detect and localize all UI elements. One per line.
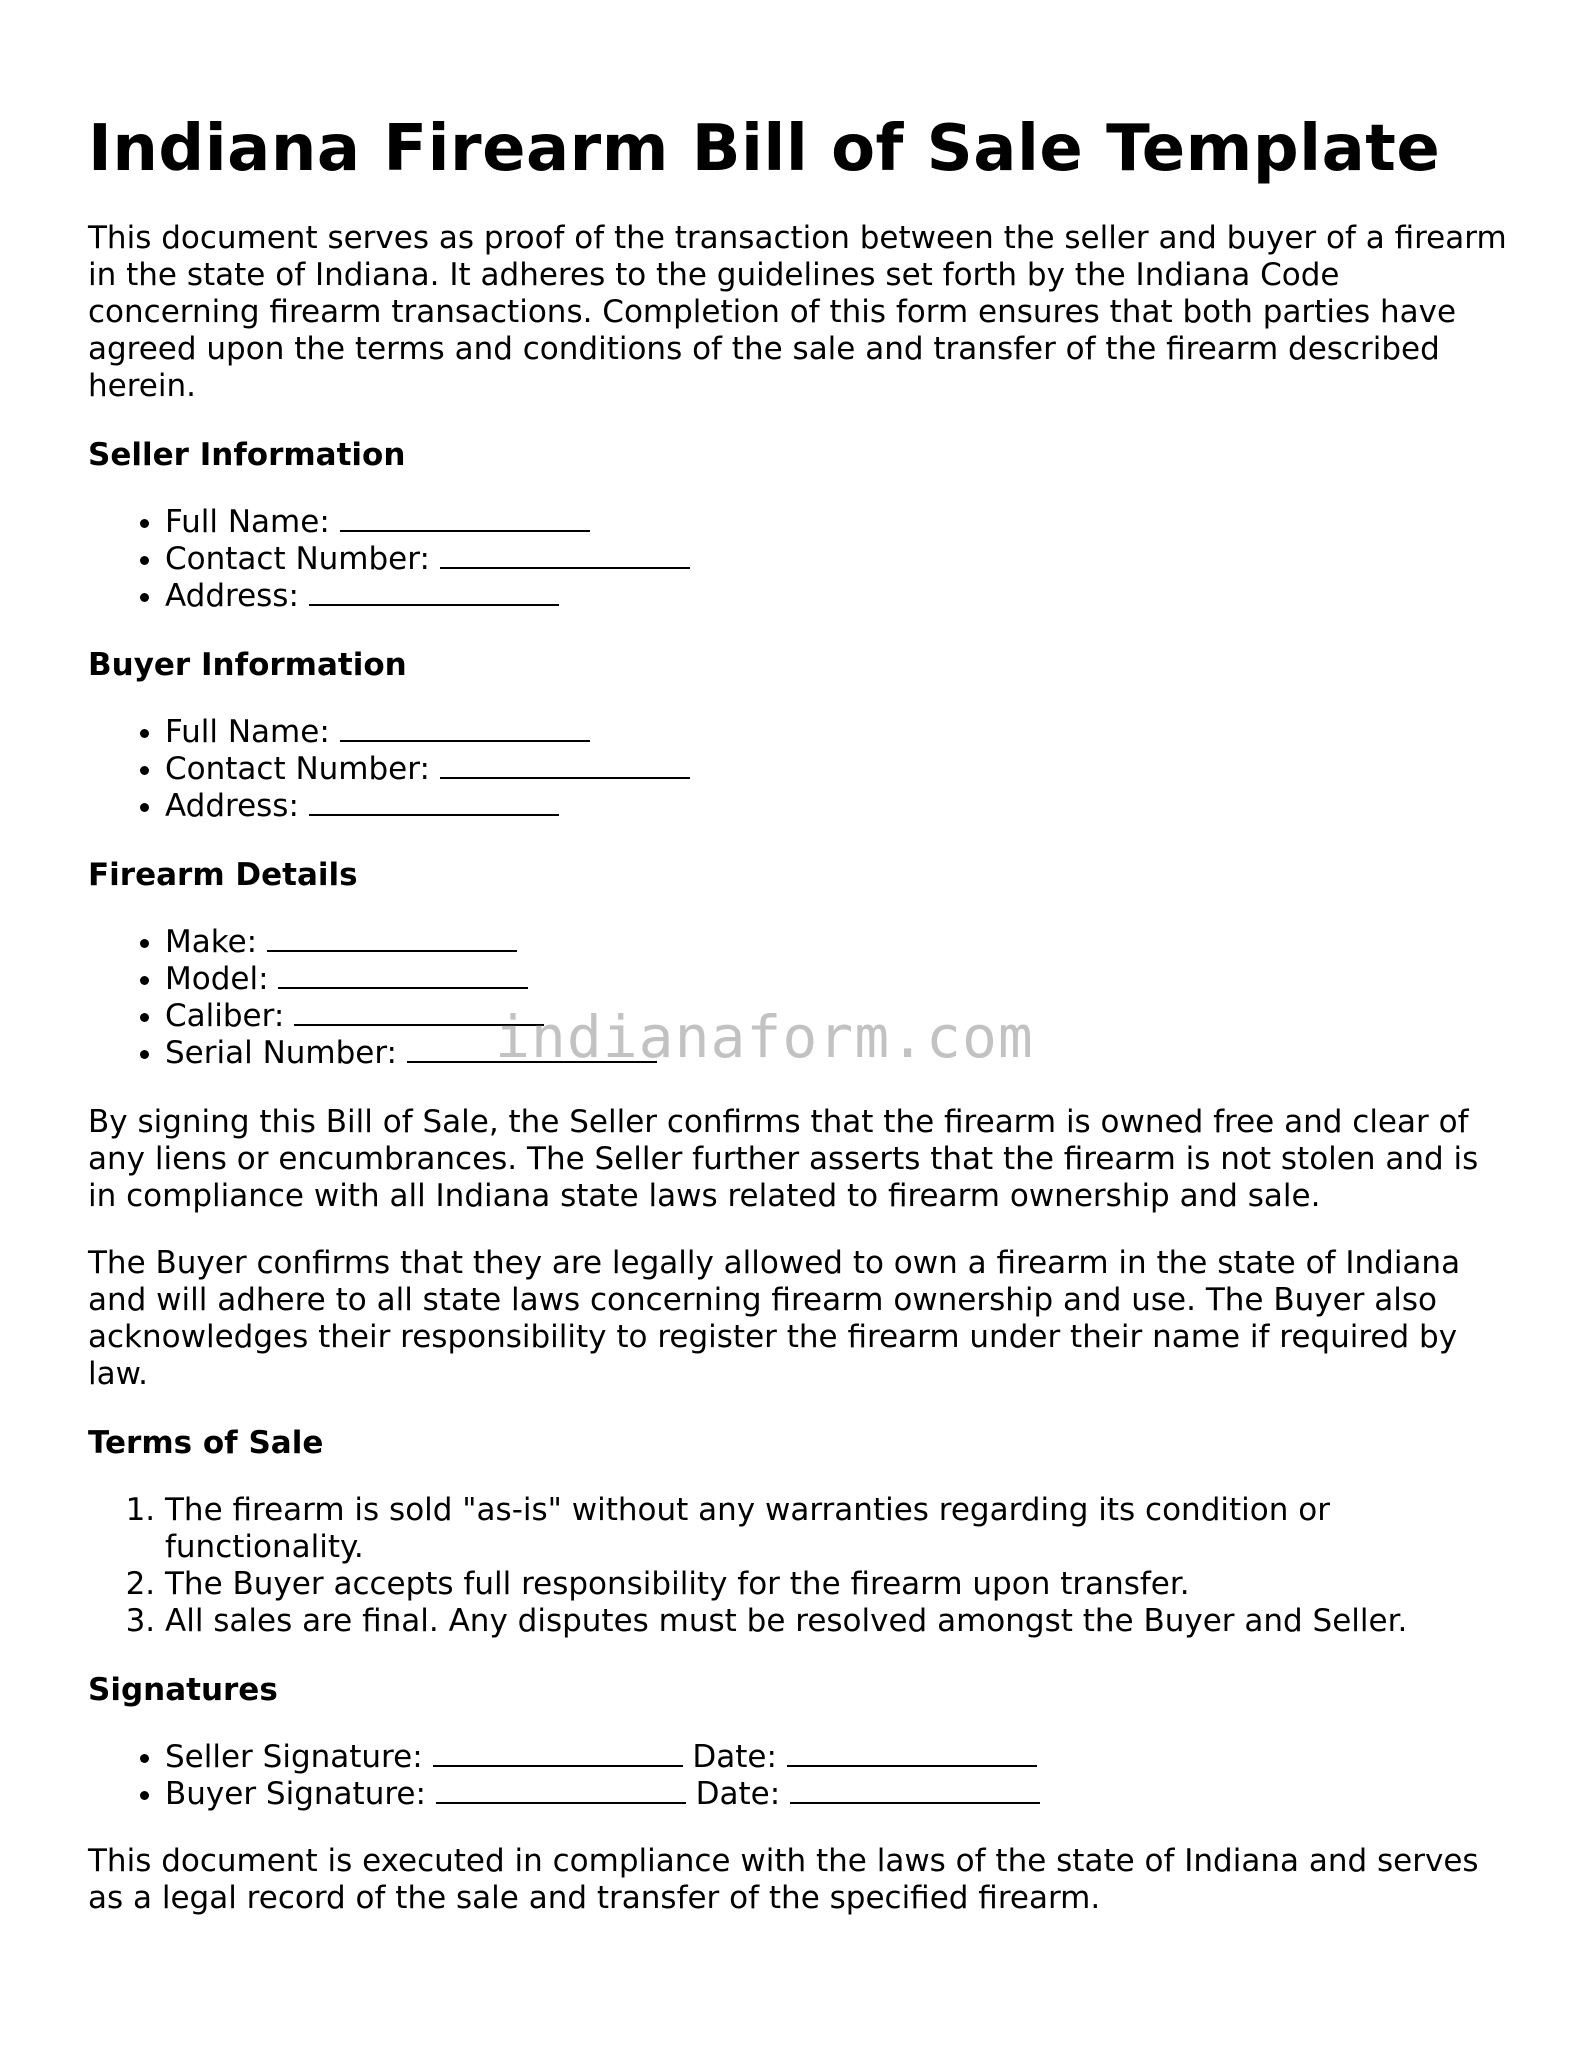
closing-paragraph: This document is executed in compliance with the laws of the state of Indiana and serves as a legal record of the sale and transfer of the specified firearm.	[88, 1843, 1479, 1916]
firearm-details-heading: Firearm Details	[88, 857, 358, 893]
field-label: Model:	[165, 961, 269, 997]
buyer-signature-field	[165, 1776, 1508, 1813]
buyer-address-field	[165, 788, 1508, 825]
field-label: Address:	[165, 578, 299, 614]
intro-paragraph: This document serves as proof of the transaction between the seller and buyer of a firearm in the state of Indiana. It adheres to the guidelines set forth by the Indiana Code concerning firearm transactions. Completion of this form ensures that both parties have agreed upon the terms and conditions of the sale and transfer of the firearm described herein.	[88, 220, 1507, 404]
firearm-caliber-field	[165, 998, 1508, 1035]
buyer-fields-list	[88, 714, 1508, 825]
seller-address-field	[165, 578, 1508, 615]
seller-fields-list	[88, 504, 1508, 615]
blank-line	[790, 1776, 1040, 1804]
seller-signature-field	[165, 1739, 1508, 1776]
signatures-list	[88, 1739, 1508, 1813]
field-label: Buyer Signature:	[165, 1776, 426, 1812]
field-label: Serial Number:	[165, 1035, 398, 1071]
blank-line	[340, 714, 590, 742]
field-label: Contact Number:	[165, 541, 430, 577]
date-label: Date:	[695, 1776, 781, 1812]
buyer-information-heading: Buyer Information	[88, 647, 407, 683]
field-label: Contact Number:	[165, 751, 430, 787]
firearm-model-field	[165, 961, 1508, 998]
terms-of-sale-heading: Terms of Sale	[88, 1425, 324, 1461]
blank-line	[787, 1739, 1037, 1767]
firearm-fields-list	[88, 924, 1508, 1072]
blank-line	[407, 1035, 657, 1063]
seller-information-heading: Seller Information	[88, 437, 406, 473]
watermark: indianaform.com	[495, 1003, 1034, 1071]
firearm-serial-number-field	[165, 1035, 1508, 1072]
buyer-full-name-field	[165, 714, 1508, 751]
buyer-statement: The Buyer confirms that they are legally allowed to own a firearm in the state of Indiana and will adhere to all state laws concerning firearm ownership and use. The Buyer also acknowledges their responsibility to register the firearm under their name if required by law.	[88, 1245, 1461, 1392]
blank-line	[433, 1739, 683, 1767]
blank-line	[267, 924, 517, 952]
blank-line	[440, 541, 690, 569]
seller-statement: By signing this Bill of Sale, the Seller confirms that the firearm is owned free and clear of any liens or encumbrances. The Seller further asserts that the firearm is not stolen and is in compliance with all Indiana state laws related to firearm ownership and sale.	[88, 1104, 1479, 1214]
field-label: Full Name:	[165, 504, 330, 540]
seller-contact-number-field	[165, 541, 1508, 578]
field-label: Caliber:	[165, 998, 285, 1034]
field-label: Address:	[165, 788, 299, 824]
firearm-make-field	[165, 924, 1508, 961]
blank-line	[340, 504, 590, 532]
blank-line	[309, 788, 559, 816]
blank-line	[440, 751, 690, 779]
blank-line	[294, 998, 544, 1026]
term-item: 3. All sales are final. Any disputes must be resolved amongst the Buyer and Seller.	[165, 1603, 1508, 1640]
blank-line	[278, 961, 528, 989]
blank-line	[436, 1776, 686, 1804]
document-page	[88, 0, 1508, 1917]
date-label: Date:	[692, 1739, 777, 1775]
term-item: 2. The Buyer accepts full responsibility for the firearm upon transfer.	[165, 1566, 1508, 1603]
signatures-heading: Signatures	[88, 1672, 278, 1708]
field-label: Seller Signature:	[165, 1739, 423, 1775]
page-title: Indiana Firearm Bill of Sale Template	[88, 112, 1441, 186]
seller-full-name-field	[165, 504, 1508, 541]
buyer-contact-number-field	[165, 751, 1508, 788]
term-item: 1. The firearm is sold "as-is" without any warranties regarding its condition or functionality.	[165, 1492, 1508, 1566]
blank-line	[309, 578, 559, 606]
terms-list	[88, 1492, 1508, 1640]
field-label: Make:	[165, 924, 258, 960]
field-label: Full Name:	[165, 714, 330, 750]
